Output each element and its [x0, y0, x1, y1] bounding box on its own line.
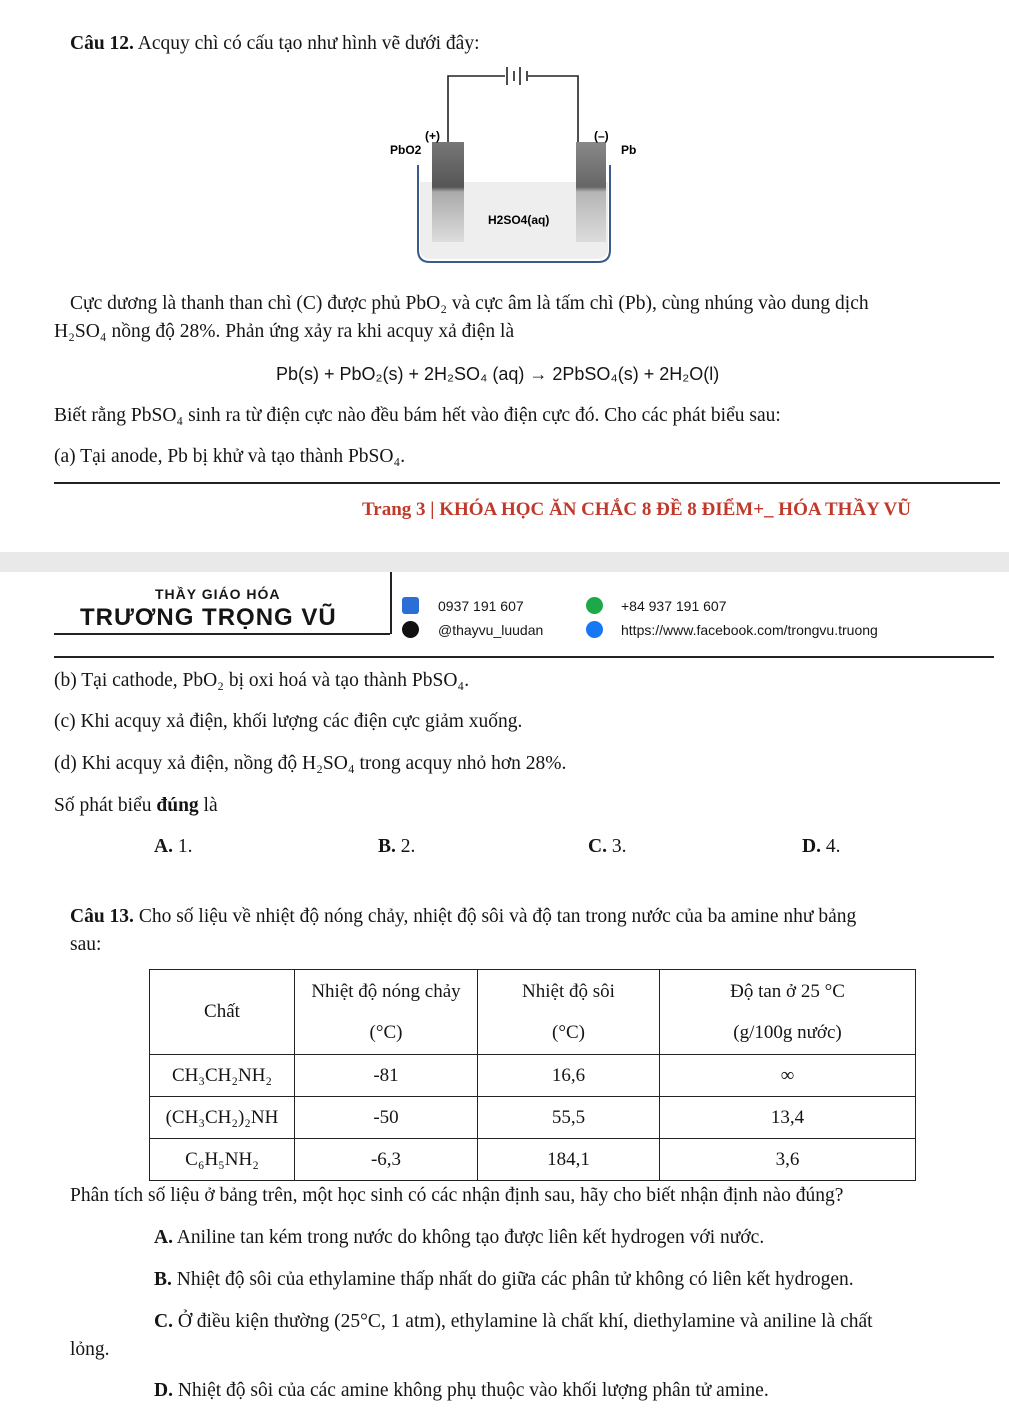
q13-option-a[interactable]: A. Aniline tan kém trong nước do không tạo được liên kết hydrogen với nước.	[154, 1227, 765, 1248]
cathode-label-text: PbO2	[390, 143, 422, 157]
facebook-icon	[586, 621, 603, 638]
q13-question: Phân tích số liệu ở bảng trên, một học sinh có các nhận định sau, hãy cho biết nhận định nào đúng?	[70, 1185, 844, 1206]
q12-title: Câu 12. Acquy chì có cấu tạo như hình vẽ dưới đây:	[70, 33, 480, 54]
q12-statement-a: (a) Tại anode, Pb bị khử và tạo thành PbSO₄.	[54, 446, 406, 467]
cathode-electrode	[432, 142, 464, 242]
table-row	[150, 1055, 916, 1097]
q13-option-c-continued: lỏng.	[70, 1339, 110, 1360]
table-row	[150, 1139, 916, 1181]
header-teacher-name: TRƯƠNG TRỌNG VŨ	[80, 604, 337, 631]
anode-electrode	[576, 142, 606, 242]
tiktok-icon	[402, 621, 419, 638]
q12-para1-line2: H₂SO₄ nồng độ 28%. Phản ứng xảy ra khi acquy xả điện là	[54, 321, 515, 342]
table-header-cell	[660, 970, 916, 1055]
page-footer: Trang 3 | KHÓA HỌC ĂN CHẮC 8 ĐỀ 8 ĐIỂM+_ HÓA THẦY VŨ	[362, 499, 911, 520]
table-header-cell	[150, 970, 295, 1055]
q12-option-c[interactable]: C. 3.	[588, 836, 627, 857]
table-cell: -6,3	[295, 1139, 478, 1181]
table-header-cell	[295, 970, 478, 1055]
table-header-unit: (°C)	[552, 1022, 585, 1043]
footer-divider	[54, 482, 1000, 484]
electrolyte-label: H2SO4(aq)	[488, 213, 550, 227]
external-wire	[448, 76, 578, 142]
anode-label: Pb	[621, 143, 637, 157]
battery-diagram	[380, 62, 650, 272]
header-zalo-number[interactable]: 0937 191 607	[438, 598, 524, 614]
table-header-text: Chất	[204, 1001, 240, 1022]
q13-option-d[interactable]: D. Nhiệt độ sôi của các amine không phụ thuộc vào khối lượng phân tử amine.	[154, 1380, 769, 1401]
table-cell: 3,6	[660, 1139, 916, 1181]
table-row	[150, 1097, 916, 1139]
q13-option-b[interactable]: B. Nhiệt độ sôi của ethylamine thấp nhất do giữa các phân tử không có liên kết hydrogen.	[154, 1269, 854, 1290]
table-header-unit: (°C)	[369, 1022, 403, 1043]
cathode-label	[390, 143, 422, 157]
q12-para1-line1: Cực dương là thanh than chì (C) được phủ PbO₂ và cực âm là tấm chì (Pb), cùng nhúng vào dung dịch	[70, 293, 869, 314]
table-cell: (CH₃CH₂)₂NH	[150, 1097, 295, 1139]
q12-para2: Biết rằng PbSO₄ sinh ra từ điện cực nào đều bám hết vào điện cực đó. Cho các phát biểu sau:	[54, 405, 781, 426]
table-cell: 184,1	[478, 1139, 660, 1181]
q13-title-line2: sau:	[70, 934, 102, 955]
table-header-row	[150, 970, 916, 1055]
table-header-text: Nhiệt độ nóng chảy	[311, 981, 461, 1002]
q12-equation: Pb(s) + PbO₂(s) + 2H₂SO₄ (aq) → 2PbSO₄(s) + 2H₂O(l)	[276, 364, 720, 384]
table-header-cell	[478, 970, 660, 1055]
header-name-underline	[54, 633, 390, 635]
table-cell: 16,6	[478, 1055, 660, 1097]
negative-sign: (–)	[594, 129, 609, 143]
table-cell: 55,5	[478, 1097, 660, 1139]
header-facebook-link[interactable]: https://www.facebook.com/trongvu.truong	[621, 622, 878, 638]
table-cell: ∞	[660, 1055, 916, 1097]
q12-option-d[interactable]: D. 4.	[802, 836, 841, 857]
header-vertical-divider	[390, 572, 392, 634]
header-bottom-rule	[54, 656, 994, 658]
q12-statement-c: (c) Khi acquy xả điện, khối lượng các điện cực giảm xuống.	[54, 711, 523, 732]
page-4-top	[0, 572, 1009, 1415]
positive-sign: (+)	[425, 129, 440, 143]
table-cell: CH₃CH₂NH₂	[150, 1055, 295, 1097]
phone-icon	[586, 597, 603, 614]
table-cell: 13,4	[660, 1097, 916, 1139]
battery-symbol-icon	[507, 67, 527, 85]
table-cell: -81	[295, 1055, 478, 1097]
table-header-unit: (g/100g nước)	[733, 1022, 842, 1043]
header-tiktok-handle[interactable]: @thayvu_luudan	[438, 622, 544, 638]
q12-ask: Số phát biểu đúng là	[54, 795, 218, 816]
table-cell: C₆H₅NH₂	[150, 1139, 295, 1181]
page-3-bottom	[0, 0, 1009, 552]
q12-statement-d: (d) Khi acquy xả điện, nồng độ H₂SO₄ trong acquy nhỏ hơn 28%.	[54, 753, 567, 774]
q12-option-b[interactable]: B. 2.	[378, 836, 416, 857]
table-header-text: Nhiệt độ sôi	[522, 981, 615, 1002]
table-header-text: Độ tan ở 25 °C	[730, 981, 845, 1002]
q12-option-a[interactable]: A. 1.	[154, 836, 193, 857]
zalo-icon	[402, 597, 419, 614]
q13-title: Câu 13. Cho số liệu về nhiệt độ nóng chảy, nhiệt độ sôi và độ tan trong nước của ba amine như bảng	[70, 906, 857, 927]
header-phone-number[interactable]: +84 937 191 607	[621, 598, 727, 614]
table-cell: -50	[295, 1097, 478, 1139]
amine-data-table	[149, 969, 916, 1181]
q12-statement-b: (b) Tại cathode, PbO₂ bị oxi hoá và tạo thành PbSO₄.	[54, 670, 470, 691]
header-subtitle: THẦY GIÁO HÓA	[155, 586, 281, 602]
q13-option-c[interactable]: C. Ở điều kiện thường (25°C, 1 atm), ethylamine là chất khí, diethylamine và aniline là chất	[154, 1311, 873, 1332]
